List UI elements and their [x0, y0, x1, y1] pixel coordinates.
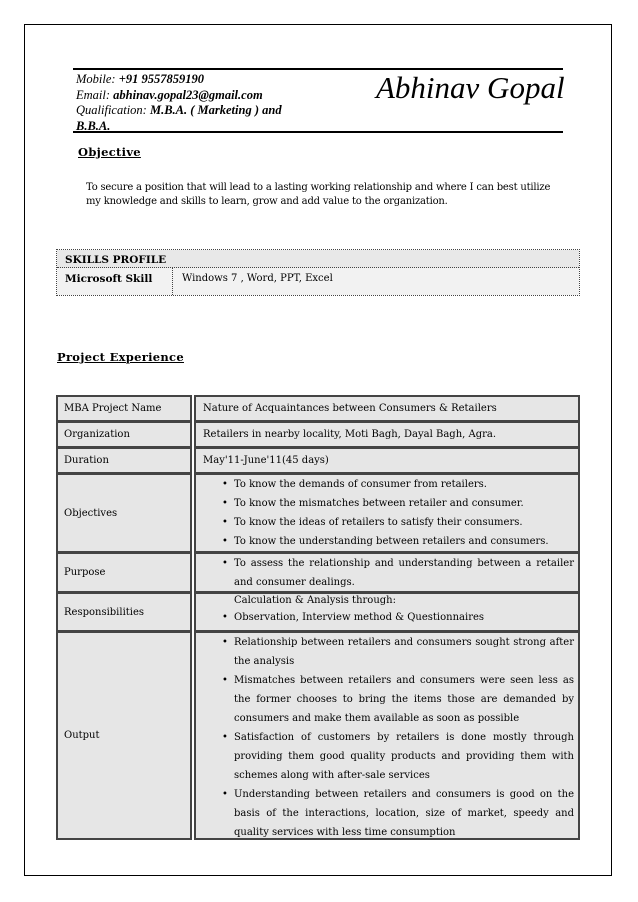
bullet-icon: • [222, 536, 228, 547]
row-value [194, 473, 580, 553]
table-row [56, 473, 580, 553]
list-item: • Mismatches between retailers and consumers were seen less as the former chooses to bring the items those are demanded by consumers and make them available as soon as possible [196, 671, 578, 728]
candidate-name: Abhinav Gopal [376, 70, 565, 105]
table-row [56, 552, 580, 593]
bullet-icon: • [222, 498, 228, 509]
row-value: May'11-June'11(45 days) [194, 447, 580, 474]
list-item: • Observation, Interview method & Questionnaires [196, 608, 578, 628]
row-label: Responsibilities [56, 592, 192, 632]
project-experience-heading: Project Experience [57, 350, 184, 364]
list-item: • To know the mismatches between retailer and consumer. [196, 494, 578, 513]
qualification-line: Qualification: M.B.A. ( Marketing ) and B.B.A. [76, 103, 282, 133]
table-row [56, 592, 580, 632]
row-label: Duration [56, 447, 192, 474]
skills-table [56, 249, 580, 296]
table-row [56, 631, 580, 840]
row-label: Purpose [56, 552, 192, 593]
skills-heading: SKILLS PROFILE [57, 250, 579, 268]
row-label: MBA Project Name [56, 395, 192, 422]
skills-label: Microsoft Skill [57, 268, 173, 295]
bullet-icon: • [222, 558, 228, 569]
bullet-icon: • [222, 517, 228, 528]
bullet-icon: • [222, 637, 228, 648]
objective-heading: Objective [78, 145, 141, 159]
list-item: • To know the understanding between retailers and consumers. [196, 532, 578, 551]
mobile-number: +91 9557859190 [118, 72, 204, 86]
mobile-line: Mobile: +91 9557859190 [76, 72, 204, 86]
table-row [56, 421, 580, 448]
email-address: abhinav.gopal23@gmail.com [113, 87, 263, 102]
email-line: Email: abhinav.gopal23@gmail.com [76, 87, 263, 102]
row-label: Organization [56, 421, 192, 448]
row-label: Objectives [56, 473, 192, 553]
row-value [194, 592, 580, 632]
list-item: • To know the ideas of retailers to satisfy their consumers. [196, 513, 578, 532]
skills-row [57, 268, 579, 295]
bullet-icon: • [222, 789, 228, 800]
row-label: Output [56, 631, 192, 840]
list-item: • Understanding between retailers and consumers is good on the basis of the interactions, location, size of market, speedy and quality services with less time consumption [196, 785, 578, 842]
list-item: • Satisfaction of customers by retailers is done mostly through providing them good quality products and providing them with schemes along with after-sale services [196, 728, 578, 785]
qualification-value: M.B.A. ( Marketing ) and B.B.A. [76, 103, 282, 133]
bullet-icon: • [222, 479, 228, 490]
table-row [56, 447, 580, 474]
row-value: Nature of Acquaintances between Consumers & Retailers [194, 395, 580, 422]
list-item: • To know the demands of consumer from retailers. [196, 475, 578, 494]
row-value [194, 552, 580, 593]
output-list [196, 633, 578, 842]
list-item: • Relationship between retailers and consumers sought strong after the analysis [196, 633, 578, 671]
header-rule-bottom [73, 131, 563, 133]
row-value [194, 631, 580, 840]
bullet-icon: • [222, 732, 228, 743]
skills-value: Windows 7 , Word, PPT, Excel [182, 273, 333, 284]
objectives-list [196, 475, 578, 551]
table-row [56, 395, 580, 422]
responsibilities-list [196, 608, 578, 628]
purpose-list [196, 554, 578, 592]
row-value: Retailers in nearby locality, Moti Bagh, Dayal Bagh, Agra. [194, 421, 580, 448]
list-item: • To assess the relationship and understanding between a retailer and consumer dealings. [196, 554, 578, 592]
bullet-icon: • [222, 675, 228, 686]
responsibilities-intro: Calculation & Analysis through: [234, 595, 396, 606]
objective-text: To secure a position that will lead to a lasting working relationship and where I can best utilize my knowledge and skills to learn, grow and add value to the organization. [86, 182, 551, 207]
bullet-icon: • [222, 612, 228, 623]
contact-block [76, 72, 296, 134]
